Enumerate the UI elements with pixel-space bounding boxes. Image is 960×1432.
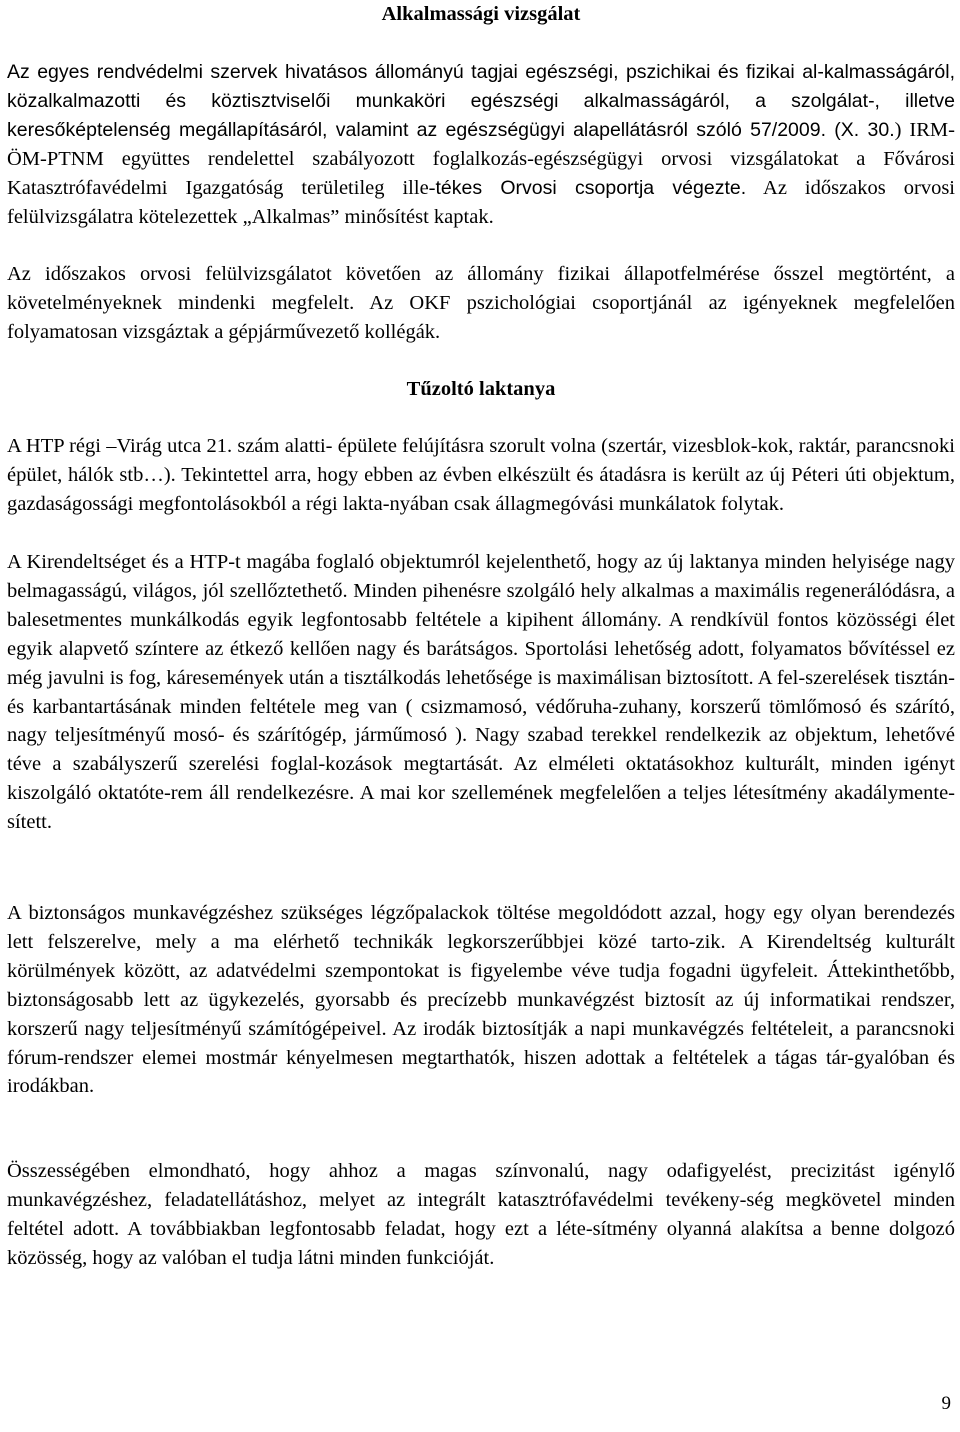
paragraph-regulation-sans-tail: tékes Orvosi csoportja végezte.	[435, 176, 747, 199]
paragraph-regulation-serif-part: ) IRM-ÖM-PTNM együttes rendelettel szabályozott foglalkozás-egészségügyi orvosi vizsgálatokat a Fővárosi Katasztrófavédelmi Igazgatóság területileg ille-	[7, 118, 955, 199]
page-number: 9	[941, 1393, 951, 1414]
paragraph-regulation-serif-tail: Az időszakos orvosi felülvizsgálatra kötelezettek „Alkalmas” minősítést kaptak.	[7, 176, 956, 228]
section1-paragraph-1	[7, 58, 955, 231]
section-title-tuzolto-laktanya: Tűzoltó laktanya	[406, 378, 556, 400]
section-title-alkalmassagi-vizsgalat: Alkalmassági vizsgálat	[381, 3, 581, 25]
section2-paragraph-1: A HTP régi –Virág utca 21. szám alatti- épülete felújításra szorult volna (szertár, vizesblok-kok, raktár, parancsnoki épület, hálók stb…). Tekintettel arra, hogy ebben az évben elkészült és átadásra is került az új Péteri úti objektum, gazdaságossági megfontolásokból a régi lakta-nyában csak állagmegóvási munkálatok folytak.	[7, 435, 955, 515]
section2-paragraph-2: A Kirendeltséget és a HTP-t magába foglaló objektumról kejelenthető, hogy az új laktanya minden helyisége nagy belmagasságú, világos, jól szellőztethető. Minden pihenésre szolgáló hely alkalmas a maximális regenerálódásra, a balesetmentes munkálkodás egyik legfontosabb feltétele a kipihent állomány. A rendkívül fontos közösségi élet egyik alapvető színtere az étkező kellően nagy és barátságos. Sportolási lehetőség adott, folyamatos bővítéssel ez még javulni is fog, káresemények után a tisztálkodás lehetősége is maximálisan biztosított. A fel-szerelések tisztán- és karbantartásának minden feltétele meg van ( csizmamosó, védőruha-zuhany, korszerű tömlőmosó és szárító, nagy teljesítményű mosó- és szárítógép, járműmosó ). Nagy szabad terekkel rendelkezik az objektum, lehetővé téve a szabályszerű szerelési foglal-kozások megtartását. Az elméleti oktatásokhoz kulturált, minden igényt kiszolgáló oktatóte-rem áll rendelkezésre. A mai kor szellemének megfelelően a teljes létesítmény akadálymente-sített.	[7, 551, 955, 834]
section2-paragraph-3: A biztonságos munkavégzéshez szükséges légzőpalackok töltése megoldódott azzal, hogy egy olyan berendezés lett felszerelve, mely a ma elérhető technikák legkorszerűbbjei közé tarto-zik. A Kirendeltség kulturált körülmények között, az adatvédelmi szempontokat is figyelembe véve tudja fogadni ügyfeleit. Áttekinthetőbb, biztonságosabb lett az ügykezelés, gyorsabb és precízebb munkavégzést biztosít az új informatikai rendszer, korszerű nagy teljesítményű számítógépeivel. Az irodák biztosítják a napi munkavégzés feltételeit, a parancsnoki fórum-rendszer elemei mostmár kényelmesen megtarthatók, hiszen adottak a feltételek a tágas tár-gyalóban és irodákban.	[7, 902, 955, 1098]
paragraph-regulation	[7, 58, 955, 231]
section1-paragraph-2: Az időszakos orvosi felülvizsgálatot követően az állomány fizikai állapotfelmérése ősszel megtörtént, a követelményeknek mindenki megfelelt. Az OKF pszichológiai csoportjánál az igényeknek megfelelően folyamatosan vizsgáztak a gépjárművezető kollégák.	[7, 263, 955, 343]
paragraph-regulation-sans-part: Az egyes rendvédelmi szervek hivatásos állományú tagjai egészségi, pszichikai és fizikai al-kalmasságáról, közalkalmazotti és köztisztviselői munkaköri egészségi alkalmasságáról, a szolgálat-, illetve keresőképtelenség megállapításáról, valamint az egészségügyi alapellátásról szóló 57/2009. (X. 30.	[7, 61, 955, 141]
conclusion-paragraph: Összességében elmondható, hogy ahhoz a magas színvonalú, nagy odafigyelést, precizitást igénylő munkavégzéshez, feladatellátáshoz, melyet az integrált katasztrófavédelmi tevékeny-ség megkövetel minden feltétel adott. A továbbiakban legfontosabb feladat, hogy ezt a léte-sítmény olyanná alakítsa a benne dolgozó közösség, hogy az valóban el tudja látni minden funkcióját.	[7, 1160, 955, 1269]
